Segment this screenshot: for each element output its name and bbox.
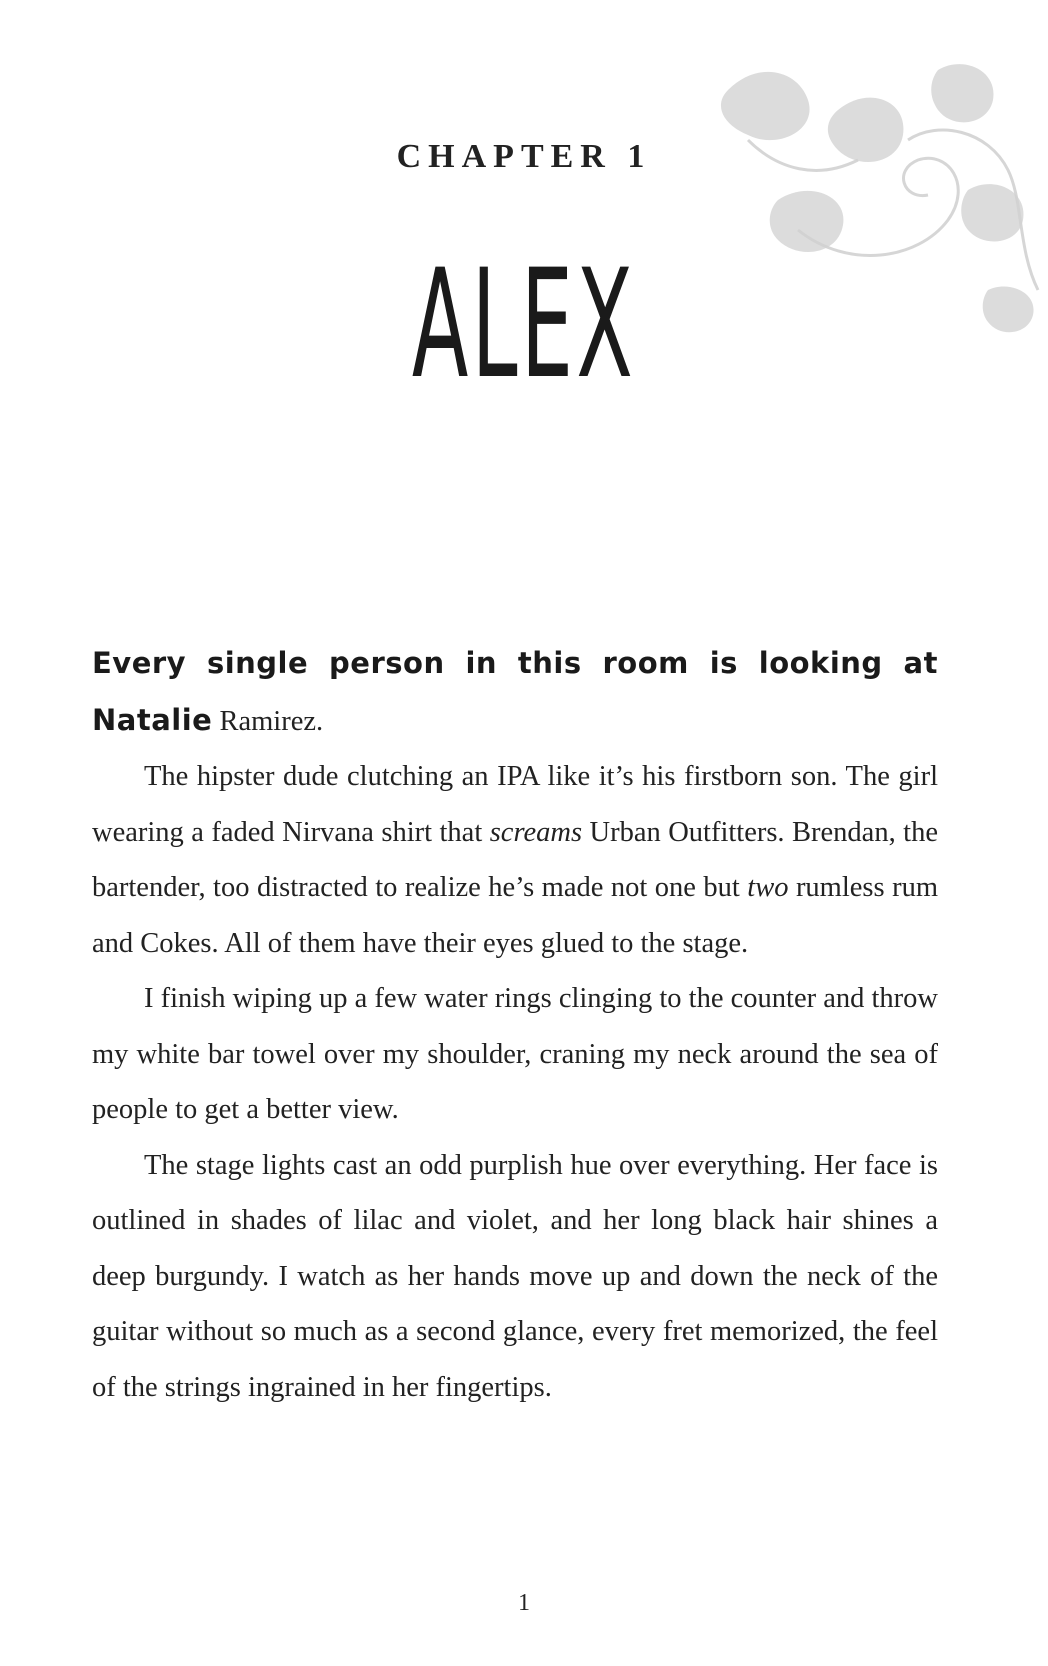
paragraph-2-text-c: rumless rum and Cokes. All of them have their eyes glued to the stage. xyxy=(92,872,938,959)
chapter-body xyxy=(92,636,938,1415)
paragraph-2 xyxy=(92,749,938,971)
paragraph-2-text-a: The hipster dude clutching an IPA like it’s his firstborn son. The girl wearing a faded Nirvana shirt that xyxy=(92,761,938,848)
paragraph-4: The stage lights cast an odd purplish hue over everything. Her face is outlined in shades of lilac and violet, and her long black hair shines a deep burgundy. I watch as her hands move up and down the neck of the guitar without so much as a second glance, every fret memorized, the feel of the strings ingrained in her fingertips. xyxy=(92,1149,938,1403)
paragraph-1-rest: Ramirez. xyxy=(212,705,324,737)
lead-in-text: Every single person in this room is looking at Natalie xyxy=(92,646,938,737)
paragraph-3: I finish wiping up a few water rings clinging to the counter and throw my white bar towel over my shoulder, craning my neck around the sea of people to get a better view. xyxy=(92,983,938,1125)
paragraph-2-text-b: Urban Outfitters. Brendan, the bartender, too distracted to realize he’s made not one but xyxy=(92,816,938,903)
emphasis-two: two xyxy=(747,872,789,903)
chapter-label: CHAPTER 1 xyxy=(396,138,652,175)
emphasis-screams: screams xyxy=(489,816,583,848)
paragraph-1 xyxy=(92,636,938,749)
chapter-title: ALEX xyxy=(411,238,637,412)
page-number: 1 xyxy=(518,1590,530,1616)
